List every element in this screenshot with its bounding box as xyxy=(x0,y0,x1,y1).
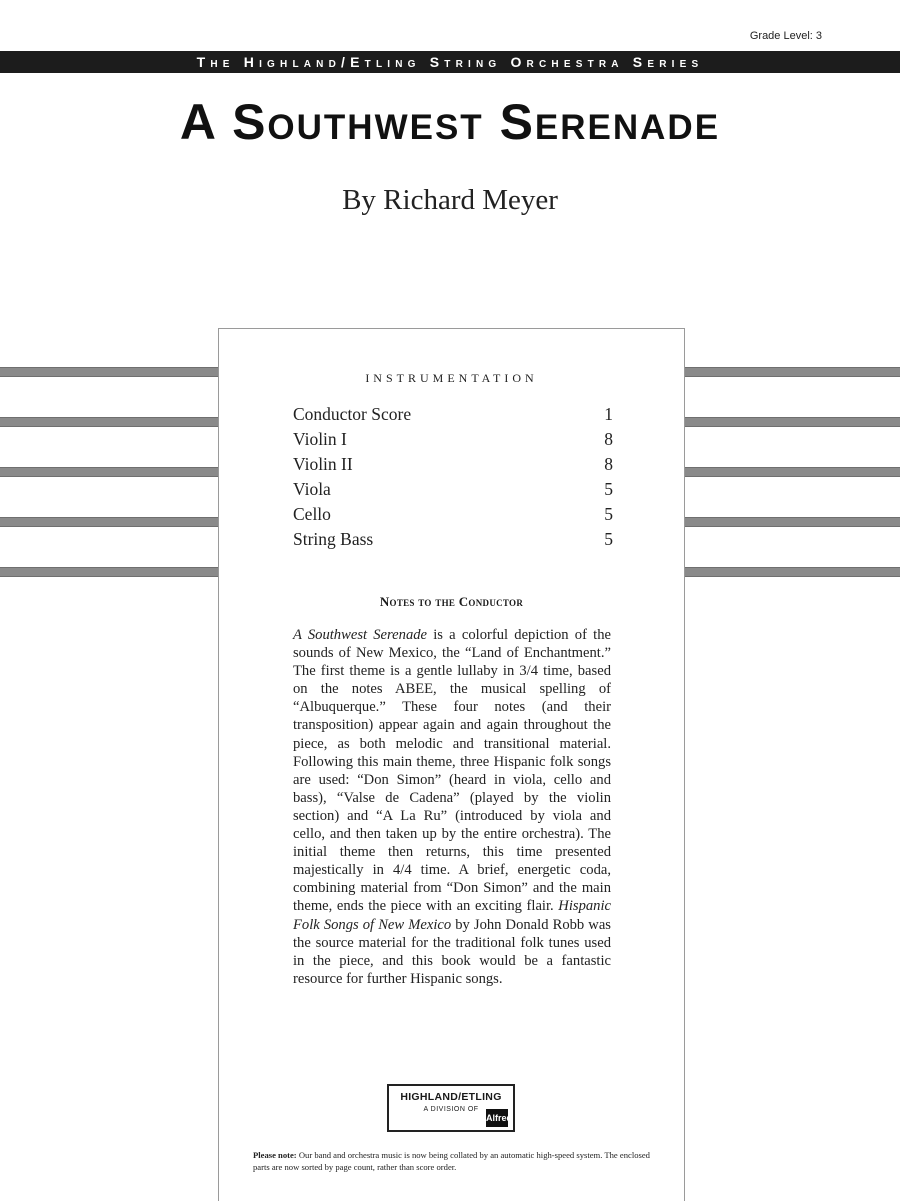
instrument-count: 5 xyxy=(604,529,613,549)
publisher-logo xyxy=(387,1084,515,1132)
instrument-count: 5 xyxy=(604,504,613,524)
logo-sub-text: A DIVISION OF xyxy=(423,1106,479,1113)
instrument-name: Violin II xyxy=(293,454,353,474)
staff-line xyxy=(0,467,218,477)
grade-level: Grade Level: 3 xyxy=(749,30,822,42)
instrument-count: 8 xyxy=(604,454,613,474)
book-title-italic: Hispanic Folk Songs of New Mexico xyxy=(293,898,611,933)
series-banner xyxy=(0,51,900,73)
staff-line xyxy=(684,367,900,377)
instrumentation-heading: INSTRUMENTATION xyxy=(365,371,538,385)
staff-line xyxy=(0,417,218,427)
notes-text-1: is a colorful depiction of the sounds of New Mexico, the “Land of Enchantment.” The first theme is a gentle lullaby in 3/4 time, based on the notes ABEE, the musical spelling of “Albuquerque.” These four notes (and their transposition) appear again and again throughout the piece, as both melodic and transitional material. Following this main theme, three Hispanic folk songs are used: “Don Simon” (heard in viola, cello and bass), “Valse de Cadena” (played by the violin section) and “A La Ru” (introduced by viola and cello, and then taken up by the entire orchestra). The initial theme then returns, this time presented majestically in 4/4 time. A brief, energetic coda, combining material from “Don Simon” and the main theme, ends the piece with an exciting flair. xyxy=(293,627,611,915)
list-item xyxy=(293,477,613,502)
instrument-name: Viola xyxy=(293,479,331,499)
staff-line xyxy=(0,567,218,577)
staff-line xyxy=(0,517,218,527)
staff-line xyxy=(684,567,900,577)
list-item xyxy=(293,402,613,427)
content-panel xyxy=(218,328,685,1201)
instrument-name: Violin I xyxy=(293,429,347,449)
piece-title-italic: A Southwest Serenade xyxy=(293,627,428,643)
alfred-logo-icon: Alfred xyxy=(486,1109,508,1127)
staff-line xyxy=(684,417,900,427)
footnote xyxy=(253,1149,653,1173)
instrument-count: 1 xyxy=(604,404,613,424)
list-item xyxy=(293,527,613,552)
staff-line xyxy=(684,467,900,477)
footnote-text: Our band and orchestra music is now being collated by an automatic high-speed system. The enclosed parts are now sorted by page count, rather than score order. xyxy=(253,1150,650,1172)
list-item xyxy=(293,452,613,477)
list-item xyxy=(293,427,613,452)
instrument-name: Conductor Score xyxy=(293,404,412,424)
series-title: The Highland/Etling String Orchestra Series xyxy=(196,54,704,70)
instrument-count: 5 xyxy=(604,479,613,499)
logo-main-text: HIGHLAND/ETLING xyxy=(400,1091,502,1103)
footnote-label: Please note: xyxy=(253,1150,297,1160)
notes-heading: Notes to the Conductor xyxy=(379,594,524,609)
notes-paragraph xyxy=(293,626,611,988)
staff-line xyxy=(684,517,900,527)
instrument-name: String Bass xyxy=(293,529,374,549)
composer-byline: By Richard Meyer xyxy=(342,184,558,216)
instrumentation-list xyxy=(293,402,613,552)
instrument-count: 8 xyxy=(604,429,613,449)
list-item xyxy=(293,502,613,527)
staff-line xyxy=(0,367,218,377)
page-title: A Southwest Serenade xyxy=(179,94,721,150)
instrument-name: Cello xyxy=(293,504,331,524)
notes-text-2: by John Donald Robb was the source material for the traditional folk tunes used in the piece, and this book would be a fantastic resource for further Hispanic songs. xyxy=(293,916,611,987)
